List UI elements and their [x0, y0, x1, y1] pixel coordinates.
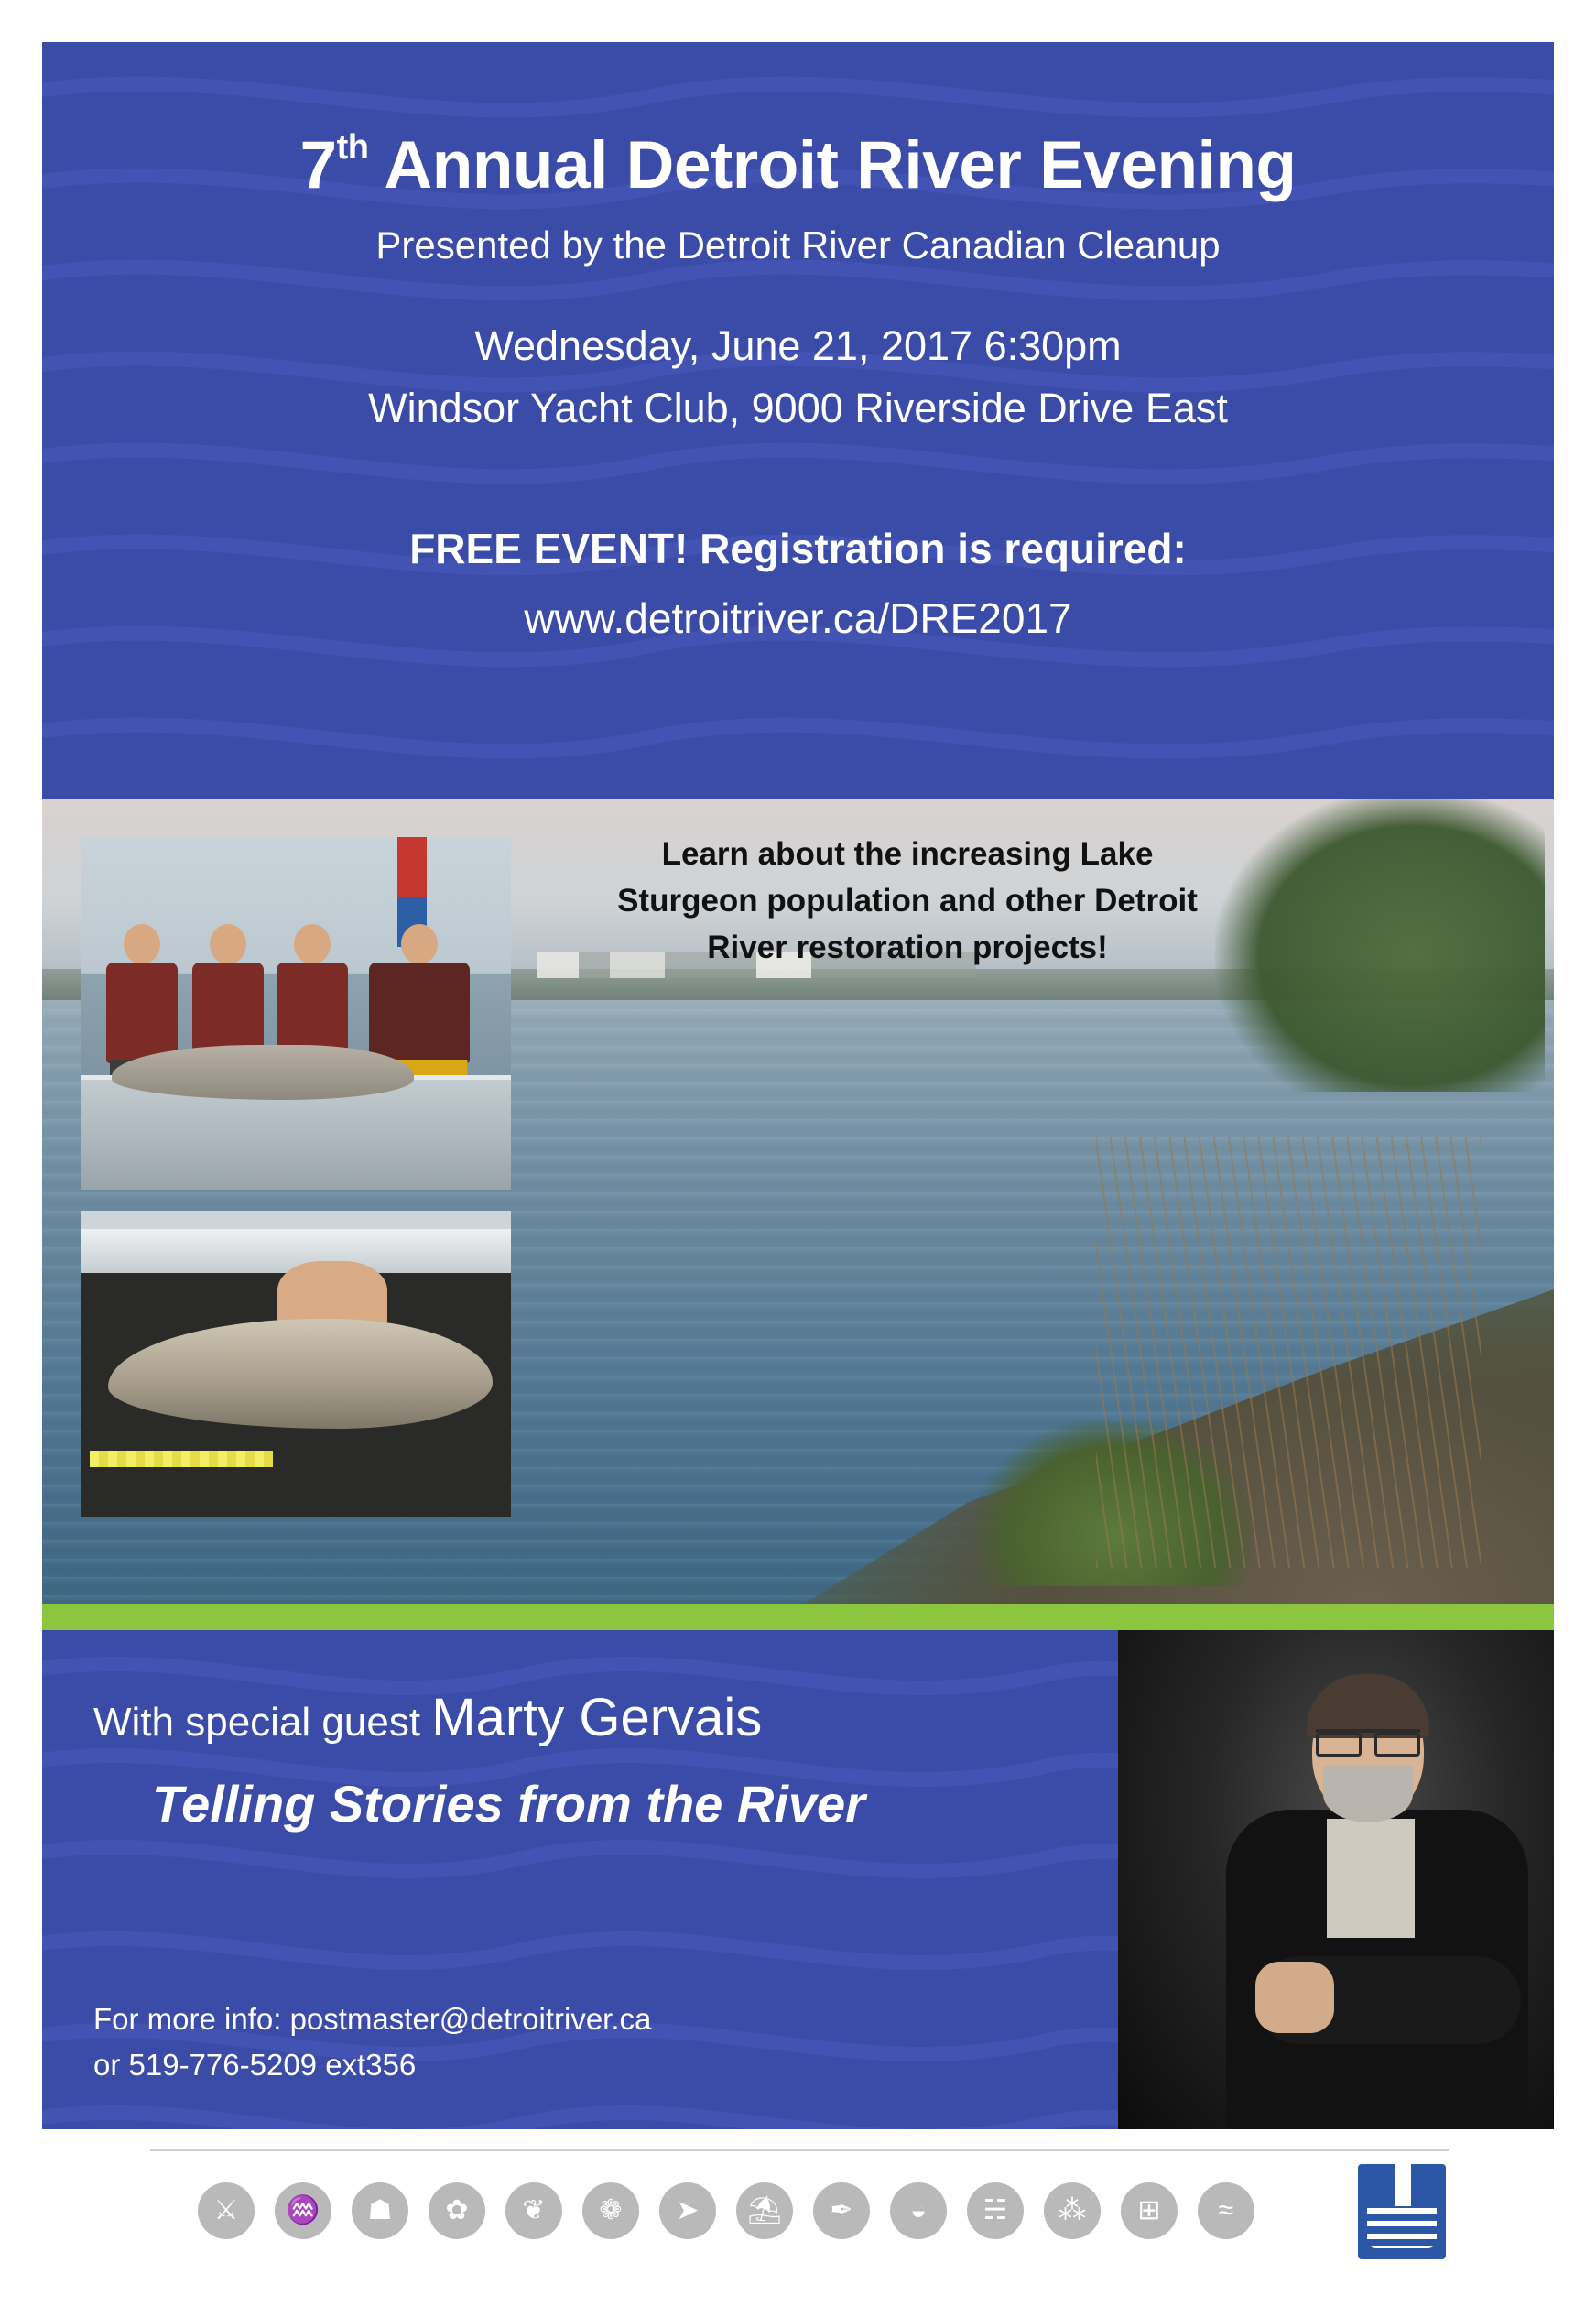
learn-about-text: Learn about the increasing Lake Sturgeon population and other Detroit River restoration projects! [617, 836, 1198, 965]
restrictions-fish-consumption-icon: ⚔ [198, 2182, 255, 2239]
hand-decoration [1255, 1962, 1334, 2033]
eutrophication-icon: ◒ [890, 2182, 947, 2239]
title-ordinal-suffix: th [336, 128, 369, 167]
guest-name: Marty Gervais [431, 1688, 763, 1747]
guest-intro-label: With special guest [93, 1700, 432, 1745]
contact-phone-line: or 519-776-5209 ext356 [93, 2047, 417, 2082]
contact-email-line[interactable]: For more info: postmaster@detroitriver.ca [93, 2002, 652, 2036]
fish-tumours-icon: ❁ [582, 2182, 639, 2239]
title-number: 7 [299, 128, 337, 202]
guest-portrait-photo [1118, 1630, 1554, 2129]
bird-animal-deformities-icon: ❦ [505, 2182, 562, 2239]
logo-waves-decoration [1367, 2208, 1437, 2248]
guest-band [42, 1630, 1554, 2129]
green-divider [42, 1604, 1554, 1630]
poster-title [42, 130, 1554, 201]
footer-divider [150, 2149, 1449, 2151]
free-event-notice: FREE EVENT! Registration is required: [409, 524, 1187, 572]
detroit-river-canadian-cleanup-logo [1358, 2164, 1446, 2259]
logo-notch-decoration [1395, 2164, 1411, 2206]
tree-decoration [1215, 799, 1545, 1092]
sturgeon-crew-photo [81, 837, 511, 1190]
beach-closings-icon: ⛱ [736, 2182, 793, 2239]
glasses-icon [1316, 1729, 1420, 1751]
registration-url[interactable]: www.detroitriver.ca/DRE2017 [524, 593, 1072, 642]
poster-header [42, 42, 1554, 799]
added-costs-industry-icon: ⊞ [1121, 2182, 1178, 2239]
sturgeon-measure-photo [81, 1211, 511, 1517]
beard-decoration [1323, 1766, 1413, 1822]
poster-subtitle: Presented by the Detroit River Canadian Cleanup [375, 223, 1221, 267]
poster-footer [42, 2129, 1554, 2276]
event-venue: Windsor Yacht Club, 9000 Riverside Drive East [368, 384, 1228, 431]
degradation-plankton-icon: ⁂ [1044, 2182, 1101, 2239]
loss-of-habitat-icon: ☵ [967, 2182, 1024, 2239]
guest-text-block [42, 1630, 1118, 1833]
sturgeon-decoration [108, 1319, 493, 1429]
beneficial-use-impairment-icons [198, 2182, 1254, 2239]
guest-info-panel [42, 1630, 1118, 2129]
degradation-fish-populations-icon: ➤ [659, 2182, 716, 2239]
event-datetime: Wednesday, June 21, 2017 6:30pm [474, 321, 1122, 369]
title-rest: Annual Detroit River Evening [368, 128, 1297, 202]
degradation-aesthetics-icon: ✒ [813, 2182, 870, 2239]
tainting-fish-flavour-icon: ♒ [275, 2182, 331, 2239]
reeds-decoration [1096, 1137, 1481, 1568]
header-content [42, 42, 1554, 643]
guest-talk-title: Telling Stories from the River [152, 1775, 865, 1833]
contact-info [93, 1996, 651, 2087]
held-sturgeon-decoration [112, 1045, 414, 1100]
guest-intro-line [93, 1687, 1118, 1748]
drinking-water-icon: ☗ [352, 2182, 408, 2239]
photo-band [42, 799, 1554, 1604]
shirt-decoration [1327, 1819, 1415, 1938]
sediment-dredging-icon: ≈ [1198, 2182, 1254, 2239]
wildlife-deformities-icon: ✿ [429, 2182, 485, 2239]
measuring-tape-decoration [90, 1451, 273, 1467]
